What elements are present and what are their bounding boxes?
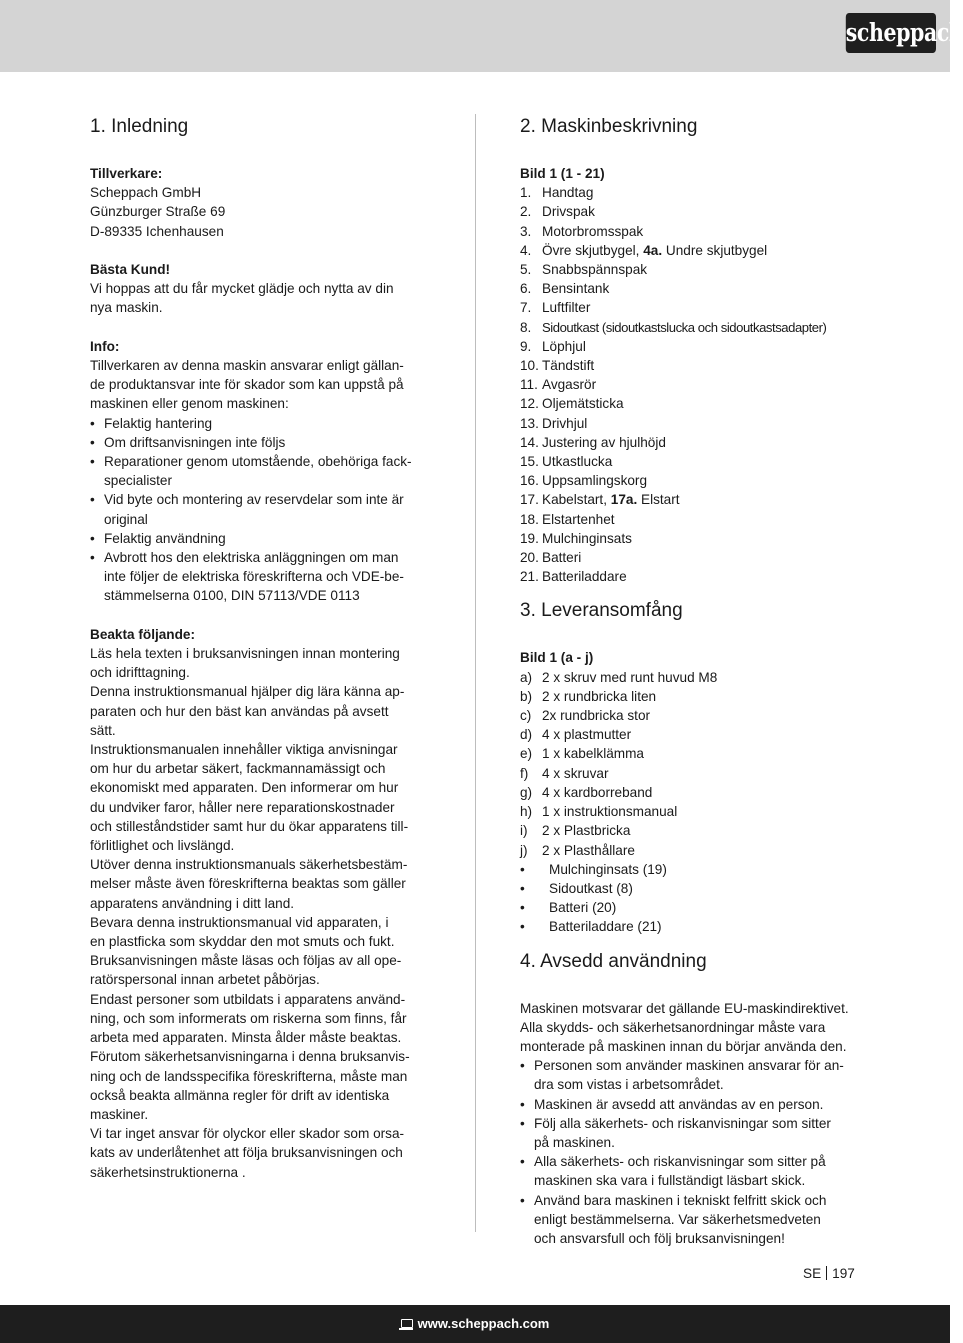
- list-item: [520, 471, 860, 490]
- manufacturer-line: D-89335 Ichenhausen: [90, 223, 224, 239]
- item-text: [542, 183, 860, 202]
- notice-line: maskiner.: [90, 1106, 149, 1122]
- notice-line: apparatens användning i ditt land.: [90, 895, 295, 911]
- manufacturer-line: Günzburger Straße 69: [90, 204, 226, 220]
- item-text-part: Uppsamlingskorg: [542, 473, 648, 489]
- website-link[interactable]: www.scheppach.com: [417, 1316, 550, 1331]
- header-bar: [0, 0, 963, 72]
- left-column: [90, 114, 430, 1182]
- item-text: [542, 298, 860, 317]
- notice-line: ning och de landsspecifika föreskrifterna, måste man: [90, 1068, 408, 1084]
- item-text-part: Avgasrör: [542, 377, 597, 393]
- list-item: stämmelserna 0100, DIN 57113/VDE 0113: [104, 588, 360, 604]
- notice-line: ning, och som informerats om riskerna som finns, får: [90, 1010, 407, 1026]
- right-column: [520, 114, 860, 1248]
- bullet-mark: •: [520, 900, 525, 916]
- item-letter: h): [520, 804, 533, 820]
- list-item: specialister: [104, 473, 172, 489]
- list-item: dra som vistas i arbetsområdet.: [534, 1077, 724, 1093]
- footer-bar: [0, 1305, 950, 1343]
- greeting-line: Vi hoppas att du får mycket glädje och nytta av din: [90, 281, 394, 297]
- notice-line: också beakta allmänna regler för drift av identiska: [90, 1087, 390, 1103]
- notice-line: ekonomiskt med apparaten. Den informerar om hur: [90, 780, 399, 796]
- parts-list: [520, 183, 860, 586]
- list-item: • Felaktig användning: [90, 529, 430, 548]
- delivery-list: [520, 668, 860, 937]
- item-number: 21.: [520, 569, 539, 585]
- list-item: • Om driftsanvisningen inte följs: [90, 433, 430, 452]
- list-item: [520, 318, 860, 337]
- list-item: [520, 375, 860, 394]
- list-item: • Använd bara maskinen i tekniskt felfritt skick och: [520, 1191, 860, 1210]
- notice-line: ratörspersonal innan arbetet påbörjas.: [90, 972, 320, 988]
- language-code: SE: [803, 1266, 822, 1281]
- column-divider: [475, 114, 476, 1232]
- item-text: [542, 433, 860, 452]
- item-text: [542, 529, 860, 548]
- item-text: [542, 356, 860, 375]
- list-item: [520, 183, 860, 202]
- item-text: Batteriladdare (21): [549, 919, 662, 935]
- list-item: [520, 841, 860, 860]
- notice-line: Förutom säkerhetsanvisningarna i denna bruksanvis-: [90, 1049, 410, 1065]
- list-item: [520, 668, 860, 687]
- item-text-part: Snabbspännspak: [542, 262, 648, 278]
- item-text: 1 x instruktionsmanual: [542, 804, 678, 820]
- item-number: 15.: [520, 454, 539, 470]
- item-sub-number: 4a.: [643, 242, 663, 258]
- manufacturer-line: Scheppach GmbH: [90, 185, 202, 201]
- heading-maskinbeskrivning: 2. Maskinbeskrivning: [520, 116, 698, 137]
- list-item: [520, 433, 860, 452]
- item-text: Batteri (20): [549, 900, 617, 916]
- info-label: Info:: [90, 338, 120, 354]
- list-item: [520, 337, 860, 356]
- notice-line: förlitlighet och livslängd.: [90, 838, 235, 854]
- item-letter: j): [520, 842, 528, 858]
- item-text-part: Övre skjutbygel,: [542, 242, 644, 258]
- list-item: [520, 567, 860, 586]
- list-item: • Alla säkerhets- och riskanvisningar som sitter på: [520, 1152, 860, 1171]
- item-text: [542, 414, 860, 433]
- item-letter: g): [520, 784, 533, 800]
- list-item: original: [104, 511, 148, 527]
- list-item: [520, 725, 860, 744]
- figure-ref-a-j: Bild 1 (a - j): [520, 650, 594, 666]
- item-text-part: Justering av hjulhöjd: [542, 434, 666, 450]
- list-item: • Vid byte och montering av reservdelar som inte är: [90, 490, 430, 509]
- list-item: [520, 298, 860, 317]
- item-letter: a): [520, 669, 533, 685]
- list-item: • Reparationer genom utomstående, obehöriga fack-: [90, 452, 430, 471]
- item-text: [542, 510, 860, 529]
- notice-line: Bruksanvisningen måste läsas och följas av all ope-: [90, 953, 402, 969]
- intended-use-line: Maskinen motsvarar det gällande EU-maskindirektivet.: [520, 1000, 849, 1016]
- intended-use-line: monterade på maskinen innan du börjar använda den.: [520, 1038, 847, 1054]
- notice-line: säkerhetsinstruktionerna .: [90, 1164, 246, 1180]
- info-line: de produktansvar inte för skador som kan uppstå på: [90, 377, 404, 393]
- intended-use-line: Alla skydds- och säkerhetsanordningar måste vara: [520, 1019, 826, 1035]
- list-item: [520, 687, 860, 706]
- list-item: och ansvarsfull och följ bruksanvisningen!: [534, 1230, 785, 1246]
- notice-paragraphs: [90, 644, 430, 1182]
- item-letter: f): [520, 765, 529, 781]
- item-text: [542, 260, 860, 279]
- item-text-part: Elstart: [637, 492, 680, 508]
- list-item: [520, 548, 860, 567]
- item-text-part: Oljemätsticka: [542, 396, 624, 412]
- list-item: [520, 279, 860, 298]
- list-item: [520, 394, 860, 413]
- item-number: 17.: [520, 492, 539, 508]
- bullet-mark: •: [520, 880, 525, 896]
- item-text: 4 x kardborreband: [542, 784, 653, 800]
- list-item: [520, 510, 860, 529]
- list-item: [520, 744, 860, 763]
- notice-line: Denna instruktionsmanual hjälper dig lära känna ap-: [90, 684, 405, 700]
- item-text: 4 x skruvar: [542, 765, 609, 781]
- item-text: [542, 241, 860, 260]
- item-text: [542, 471, 860, 490]
- item-text-part: Elstartenhet: [542, 511, 615, 527]
- notice-line: en plastficka som skyddar den mot smuts och fukt.: [90, 934, 395, 950]
- intended-use-bullets: [520, 1056, 860, 1248]
- item-text-part: Luftfilter: [542, 300, 591, 316]
- list-item: • Maskinen är avsedd att användas av en person.: [520, 1095, 860, 1114]
- list-item: [520, 241, 860, 260]
- item-text: 2x rundbricka stor: [542, 708, 651, 724]
- item-text: 2 x skruv med runt huvud M8: [542, 669, 718, 685]
- notice-line: Endast personer som utbildats i apparatens använd-: [90, 991, 406, 1007]
- list-item: [520, 202, 860, 221]
- heading-avsedd-anvandning: 4. Avsedd användning: [520, 950, 707, 972]
- item-number: 19.: [520, 530, 539, 546]
- manufacturer-label: Tillverkare:: [90, 166, 163, 181]
- page-number: [803, 1266, 855, 1282]
- item-text-part: Batteri: [542, 550, 582, 566]
- item-text-part: Löphjul: [542, 338, 586, 354]
- list-item: [520, 764, 860, 783]
- notice-line: sätt.: [90, 722, 116, 738]
- list-item: [520, 490, 860, 509]
- item-text: 2 x rundbricka liten: [542, 688, 657, 704]
- item-number: 14.: [520, 434, 539, 450]
- list-item: enligt bestämmelserna. Var säkerhetsmedveten: [534, 1211, 821, 1227]
- list-item: [520, 879, 860, 898]
- item-text: 4 x plastmutter: [542, 727, 632, 743]
- list-item: på maskinen.: [534, 1134, 615, 1150]
- item-text-part: Tändstift: [542, 358, 595, 374]
- item-text-part: Bensintank: [542, 281, 610, 297]
- list-item: maskinen ska vara i fullständigt läsbart skick.: [534, 1173, 806, 1189]
- item-text-part: Drivspak: [542, 204, 595, 220]
- item-number: 3.: [520, 223, 532, 239]
- item-number: 8.: [520, 319, 532, 335]
- notice-line: du undviker faror, håller nere reparationskostnader: [90, 799, 395, 815]
- item-text-part: Batteriladdare: [542, 569, 627, 585]
- item-text: [542, 318, 860, 337]
- item-text-part: Sidoutkast (sidoutkastslucka och sidoutkastsadapter): [542, 319, 827, 335]
- item-letter: d): [520, 727, 533, 743]
- item-text-part: Mulchinginsats: [542, 530, 632, 546]
- notice-label: Beakta följande:: [90, 626, 195, 642]
- list-item: [520, 222, 860, 241]
- item-text-part: Utkastlucka: [542, 454, 613, 470]
- list-item: • Personen som använder maskinen ansvarar för an-: [520, 1056, 860, 1075]
- item-number: 7.: [520, 300, 532, 316]
- item-number: 12.: [520, 396, 539, 412]
- item-text-part: Kabelstart,: [542, 492, 611, 508]
- notice-line: och stilleståndstider samt hur du ökar apparatens till-: [90, 818, 409, 834]
- info-line: Tillverkaren av denna maskin ansvarar enligt gällan-: [90, 358, 404, 373]
- list-item: • Följ alla säkerhets- och riskanvisningar som sitter: [520, 1114, 860, 1133]
- computer-icon: [401, 1319, 413, 1328]
- item-text: [542, 222, 860, 241]
- item-number: 18.: [520, 511, 539, 527]
- item-number: 5.: [520, 262, 532, 278]
- list-item: [520, 529, 860, 548]
- item-number: 13.: [520, 415, 539, 431]
- item-text: [542, 337, 860, 356]
- item-text: [542, 452, 860, 471]
- item-text-part: Motorbromsspak: [542, 223, 644, 239]
- item-text: [542, 548, 860, 567]
- item-number: 11.: [520, 377, 538, 393]
- heading-inledning: 1. Inledning: [90, 116, 189, 137]
- list-item: [520, 260, 860, 279]
- notice-line: om hur du arbetar säkert, fackmannamässigt och: [90, 761, 386, 777]
- item-letter: c): [520, 708, 532, 724]
- notice-line: arbeta med apparaten. Minsta ålder måste beaktas.: [90, 1030, 402, 1046]
- item-number: 4.: [520, 242, 532, 258]
- figure-ref-1-21: Bild 1 (1 - 21): [520, 166, 605, 181]
- item-text: [542, 394, 860, 413]
- list-item: [520, 356, 860, 375]
- notice-line: paraten och hur den bäst kan användas på avsett: [90, 703, 389, 719]
- item-text: [542, 375, 860, 394]
- item-sub-number: 17a.: [610, 492, 638, 508]
- item-number: 1.: [520, 185, 532, 201]
- list-item: [520, 706, 860, 725]
- item-number: 9.: [520, 338, 532, 354]
- scheppach-logo: scheppach: [846, 13, 936, 53]
- list-item: • Felaktig hantering: [90, 414, 430, 433]
- notice-line: Instruktionsmanualen innehåller viktiga anvisningar: [90, 742, 398, 758]
- item-text-part: Drivhjul: [542, 415, 588, 431]
- item-text-part: Handtag: [542, 185, 594, 201]
- item-letter: i): [520, 823, 528, 839]
- notice-line: melser måste även föreskrifterna beaktas som gäller: [90, 876, 406, 892]
- item-text: [542, 279, 860, 298]
- item-number: 6.: [520, 281, 532, 297]
- item-number: 16.: [520, 473, 539, 489]
- list-item: • Avbrott hos den elektriska anläggningen om man: [90, 548, 430, 567]
- item-text: 2 x Plasthållare: [542, 842, 635, 858]
- item-text: Mulchinginsats (19): [549, 861, 667, 877]
- list-item: [520, 414, 860, 433]
- notice-line: kats av underlåtenhet att följa bruksanvisningen och: [90, 1145, 403, 1161]
- list-item: [520, 821, 860, 840]
- list-item: inte följer de elektriska föreskrifterna och VDE-be-: [104, 569, 404, 585]
- item-number: 20.: [520, 550, 539, 566]
- notice-line: Läs hela texten i bruksanvisningen innan montering: [90, 646, 400, 662]
- item-letter: e): [520, 746, 533, 762]
- item-text: [542, 202, 860, 221]
- list-item: [520, 452, 860, 471]
- item-text: [542, 567, 860, 586]
- greeting-line: nya maskin.: [90, 300, 163, 316]
- bullet-mark: •: [520, 919, 525, 935]
- item-text-part: Undre skjutbygel: [662, 242, 768, 258]
- item-text: Sidoutkast (8): [549, 880, 633, 896]
- info-line: maskinen eller genom maskinen:: [90, 396, 289, 412]
- item-letter: b): [520, 688, 533, 704]
- item-text: [542, 490, 860, 509]
- bullet-mark: •: [520, 861, 525, 877]
- list-item: [520, 860, 860, 879]
- notice-line: Vi tar inget ansvar för olyckor eller skador som orsa-: [90, 1126, 405, 1142]
- page-number-value: 197: [832, 1266, 855, 1281]
- notice-line: och idrifttagning.: [90, 665, 190, 681]
- item-text: 2 x Plastbricka: [542, 823, 631, 839]
- notice-line: Utöver denna instruktionsmanuals säkerhetsbestäm-: [90, 857, 408, 873]
- list-item: [520, 802, 860, 821]
- notice-line: Bevara denna instruktionsmanual vid apparaten, i: [90, 914, 389, 930]
- list-item: [520, 783, 860, 802]
- list-item: [520, 917, 860, 936]
- info-bullet-list: [90, 414, 430, 606]
- list-item: [520, 898, 860, 917]
- heading-leveransomfang: 3. Leveransomfång: [520, 600, 683, 622]
- item-number: 2.: [520, 204, 532, 220]
- greeting-label: Bästa Kund!: [90, 262, 171, 277]
- item-number: 10.: [520, 358, 539, 374]
- item-text: 1 x kabelklämma: [542, 746, 644, 762]
